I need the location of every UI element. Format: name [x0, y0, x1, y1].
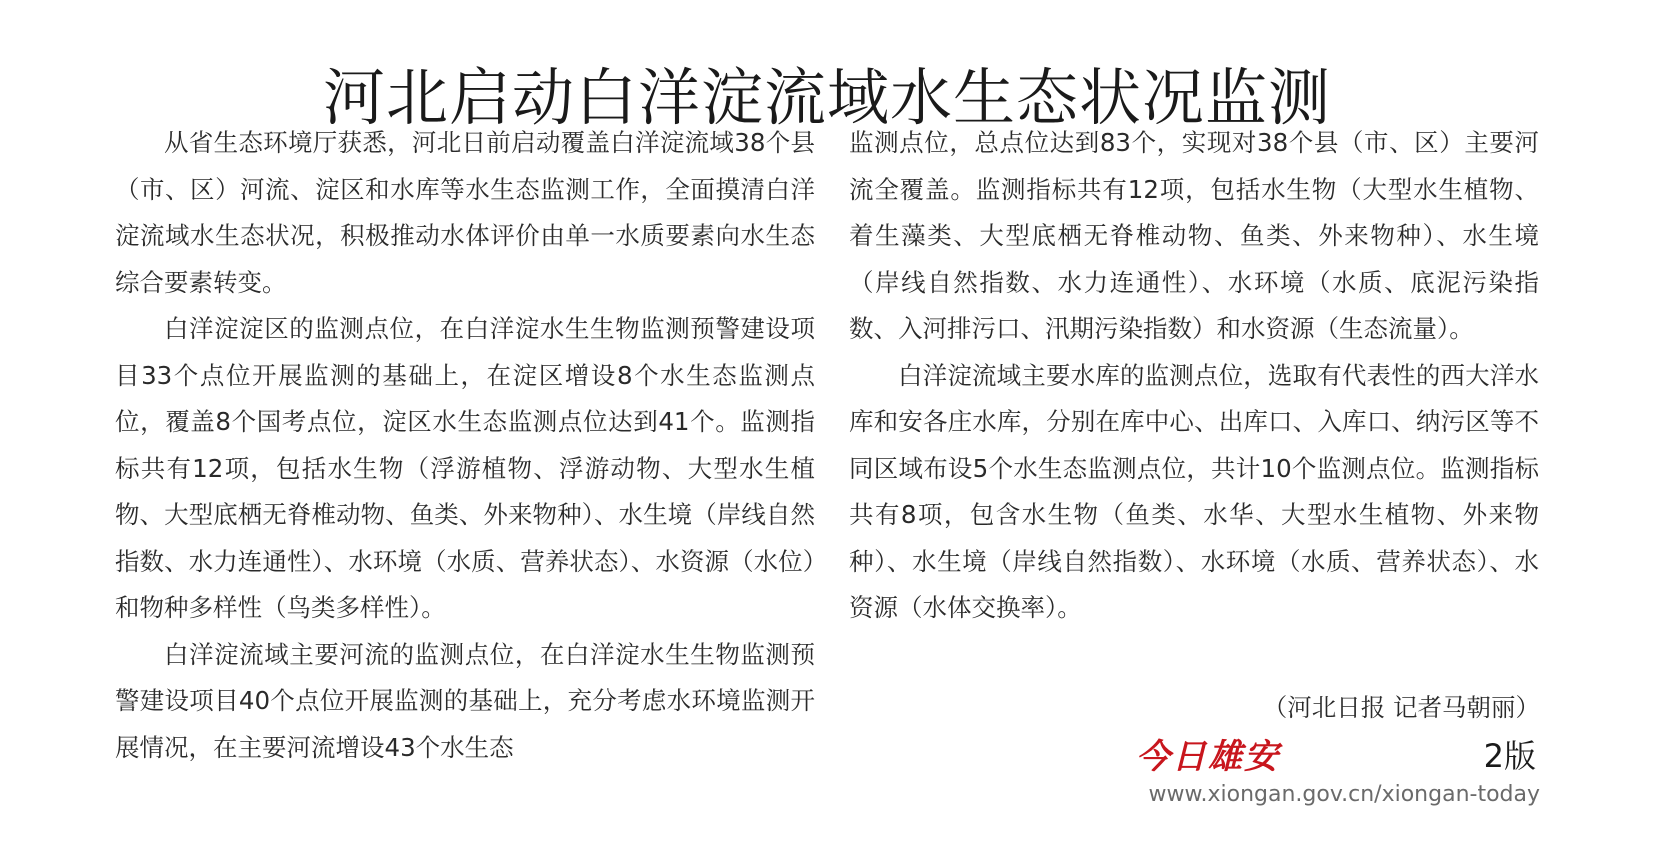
article-column-right: [849, 120, 1539, 632]
article-title: 河北启动白洋淀流域水生态状况监测: [322, 60, 1331, 134]
paragraph-rivers: 白洋淀流域主要河流的监测点位，在白洋淀水生生物监测预警建设项目40个点位开展监测的基础上，充分考虑水环境监测开展情况，在主要河流增设43个水生态: [115, 639, 815, 762]
edition-number: 2版: [1483, 737, 1536, 775]
article-byline: （河北日报 记者马朝丽）: [1262, 693, 1540, 722]
source-url: www.xiongan.gov.cn/xiongan-today: [1148, 782, 1540, 807]
article-column-left: [115, 120, 815, 771]
paragraph-intro: 从省生态环境厅获悉，河北日前启动覆盖白洋淀流域38个县（市、区）河流、淀区和水库等水生态监测工作，全面摸清白洋淀流域水生态状况，积极推动水体评价由单一水质要素向水生态综合要素转变。: [115, 128, 815, 297]
newspaper-logo: 今日雄安: [1136, 737, 1280, 777]
paragraph-rivers-continued: 监测点位，总点位达到83个，实现对38个县（市、区）主要河流全覆盖。监测指标共有12项，包括水生物（大型水生植物、着生藻类、大型底栖无脊椎动物、鱼类、外来物种）、水生境（岸线自然指数、水力连通性）、水环境（水质、底泥污染指数、入河排污口、汛期污染指数）和水资源（生态流量）。: [849, 128, 1539, 343]
paragraph-lake-area: 白洋淀淀区的监测点位，在白洋淀水生生物监测预警建设项目33个点位开展监测的基础上，在淀区增设8个水生态监测点位，覆盖8个国考点位，淀区水生态监测点位达到41个。监测指标共有12项，包括水生物（浮游植物、浮游动物、大型水生植物、大型底栖无脊椎动物、鱼类、外来物种）、水生境（岸线自然指数、水力连通性）、水环境（水质、营养状态）、水资源（水位）和物种多样性（鸟类多样性）。: [115, 314, 815, 622]
paragraph-reservoirs: 白洋淀流域主要水库的监测点位，选取有代表性的西大洋水库和安各庄水库，分别在库中心、出库口、入库口、纳污区等不同区域布设5个水生态监测点位，共计10个监测点位。监测指标共有8项，包含水生物（鱼类、水华、大型水生植物、外来物种）、水生境（岸线自然指数）、水环境（水质、营养状态）、水资源（水体交换率）。: [849, 360, 1539, 622]
